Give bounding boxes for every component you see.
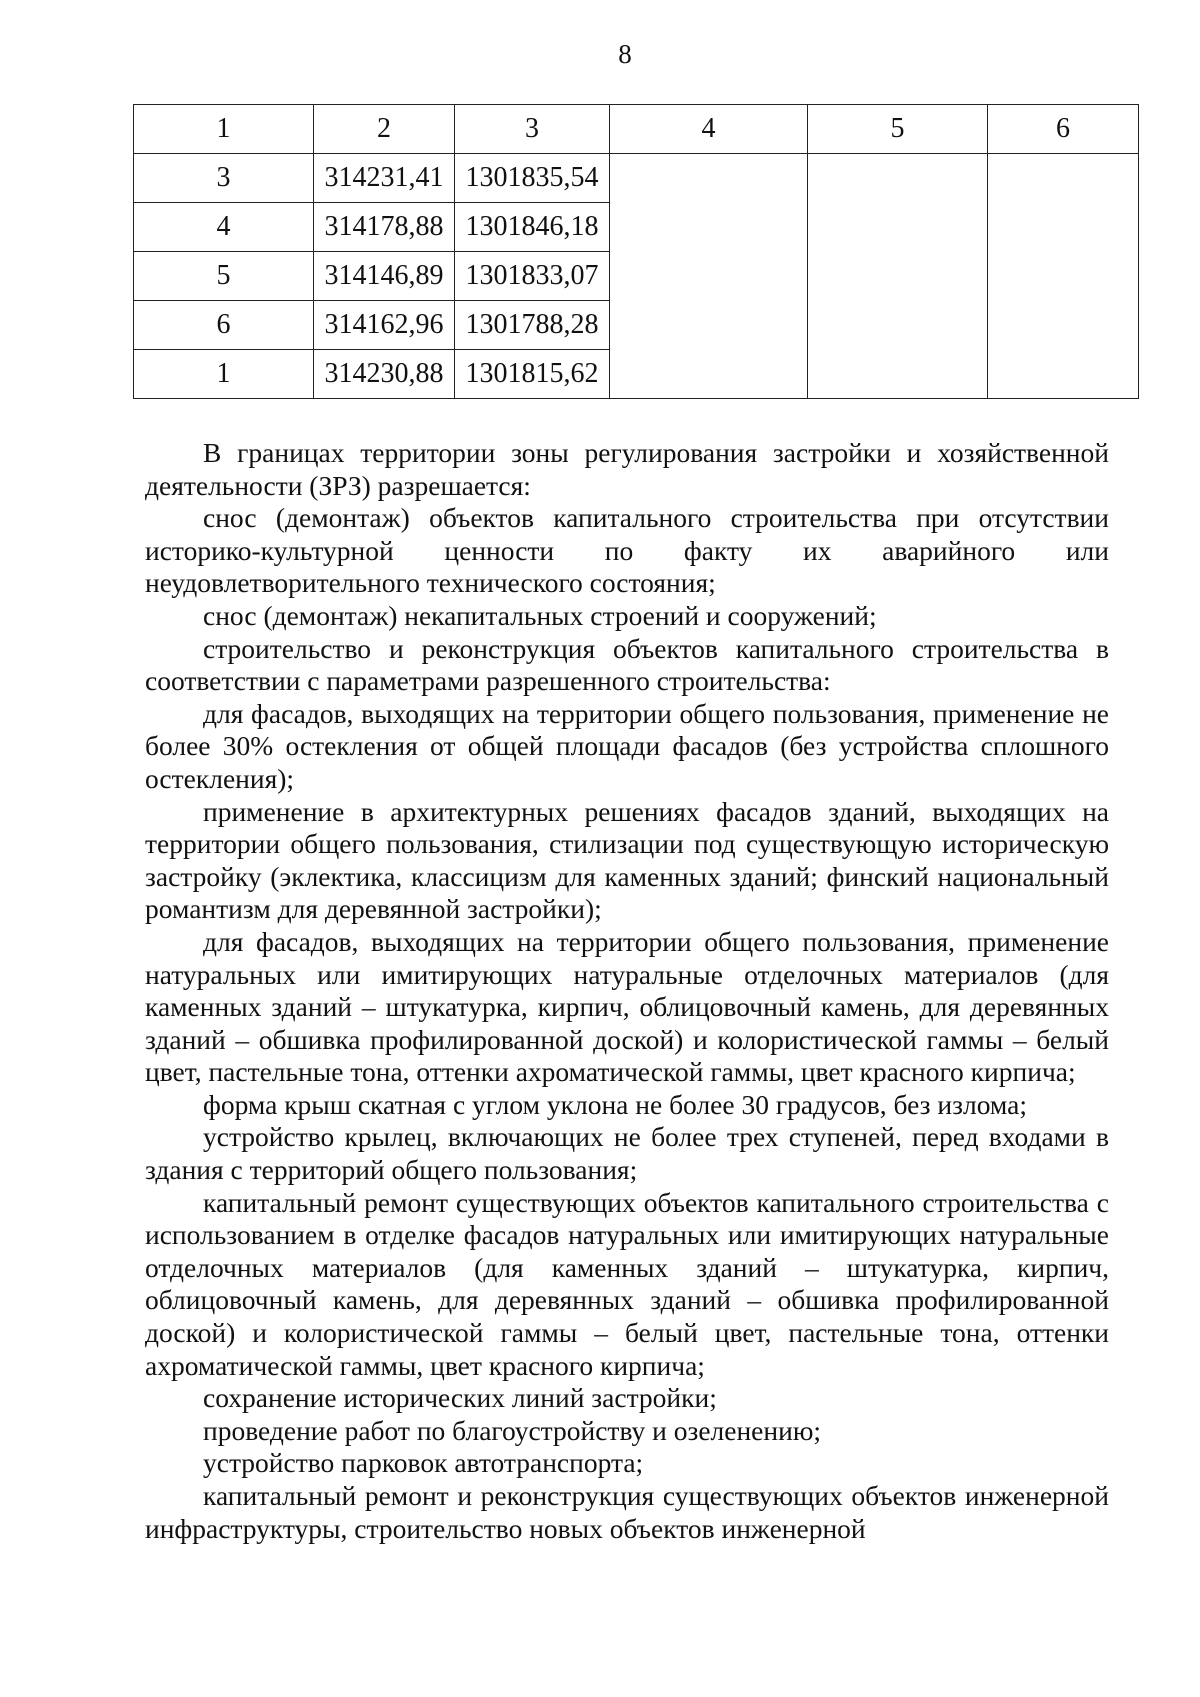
y-coordinate-cell: 1301788,28 [455,301,610,350]
paragraph: строительство и реконструкция объектов капитального строительства в соответствии с параметрами разрешенного строительства: [145,632,1109,697]
table-header-cell: 4 [610,105,808,154]
paragraph: капитальный ремонт существующих объектов капитального строительства с использованием в отделке фасадов натуральных или имитирующих натуральные отделочных материалов (для каменных зданий – штукатурка, кирпич, облицовочный камень, для деревянных зданий – обшивка профилированной доской) и колористической гаммы – белый цвет, пастельные тона, оттенки ахроматической гаммы, цвет красного кирпича; [145,1186,1109,1381]
paragraph: В границах территории зоны регулирования застройки и хозяйственной деятельности (ЗРЗ) разрешается: [145,437,1109,501]
coordinates-table [133,104,1139,399]
y-coordinate-cell: 1301815,62 [455,350,610,399]
point-number-cell: 5 [134,252,314,301]
merged-empty-cell-4 [610,154,808,399]
body-text [145,437,1109,1545]
y-coordinate-cell: 1301835,54 [455,154,610,203]
paragraph: устройство парковок автотранспорта; [203,1447,644,1479]
x-coordinate-cell: 314230,88 [314,350,455,399]
table-header-cell: 1 [134,105,314,154]
table-header-cell: 6 [988,105,1139,154]
x-coordinate-cell: 314146,89 [314,252,455,301]
x-coordinate-cell: 314231,41 [314,154,455,203]
paragraph: применение в архитектурных решениях фасадов зданий, выходящих на территории общего пользования, стилизации под существующую историческую застройку (эклектика, классицизм для каменных зданий; финский национальный романтизм для деревянной застройки); [145,795,1109,925]
table-header-cell: 3 [455,105,610,154]
point-number-cell: 4 [134,203,314,252]
point-number-cell: 6 [134,301,314,350]
table-header-cell: 2 [314,105,455,154]
paragraph: устройство крылец, включающих не более трех ступеней, перед входами в здания с территорий общего пользования; [145,1121,1109,1186]
x-coordinate-cell: 314178,88 [314,203,455,252]
y-coordinate-cell: 1301833,07 [455,252,610,301]
x-coordinate-cell: 314162,96 [314,301,455,350]
paragraph: капитальный ремонт и реконструкция существующих объектов инженерной инфраструктуры, строительство новых объектов инженерной [145,1480,1109,1544]
paragraph: для фасадов, выходящих на территории общего пользования, применение не более 30% остекления от общей площади фасадов (без устройства сплошного остекления); [145,697,1109,794]
table-header-cell: 5 [808,105,988,154]
merged-empty-cell-5 [808,154,988,399]
table-header-row [134,105,1139,154]
paragraph: сохранение исторических линий застройки; [203,1382,717,1414]
paragraph: форма крыш скатная с углом уклона не более 30 градусов, без излома; [203,1088,1027,1120]
paragraph: снос (демонтаж) объектов капитального строительства при отсутствии историко-культурной ценности по факту их аварийного или неудовлетворительного технического состояния; [145,502,1109,599]
paragraph: для фасадов, выходящих на территории общего пользования, применение натуральных или имитирующих натуральные отделочных материалов (для каменных зданий – штукатурка, кирпич, облицовочный камень, для деревянных зданий – обшивка профилированной доской) и колористической гаммы – белый цвет, пастельные тона, оттенки ахроматической гаммы, цвет красного кирпича; [145,925,1109,1088]
merged-empty-cell-6 [988,154,1139,399]
page-number: 8 [618,39,632,69]
table-row [134,154,1139,203]
point-number-cell: 1 [134,350,314,399]
paragraph: проведение работ по благоустройству и озеленению; [203,1414,821,1446]
paragraph: снос (демонтаж) некапитальных строений и сооружений; [203,599,877,631]
point-number-cell: 3 [134,154,314,203]
y-coordinate-cell: 1301846,18 [455,203,610,252]
